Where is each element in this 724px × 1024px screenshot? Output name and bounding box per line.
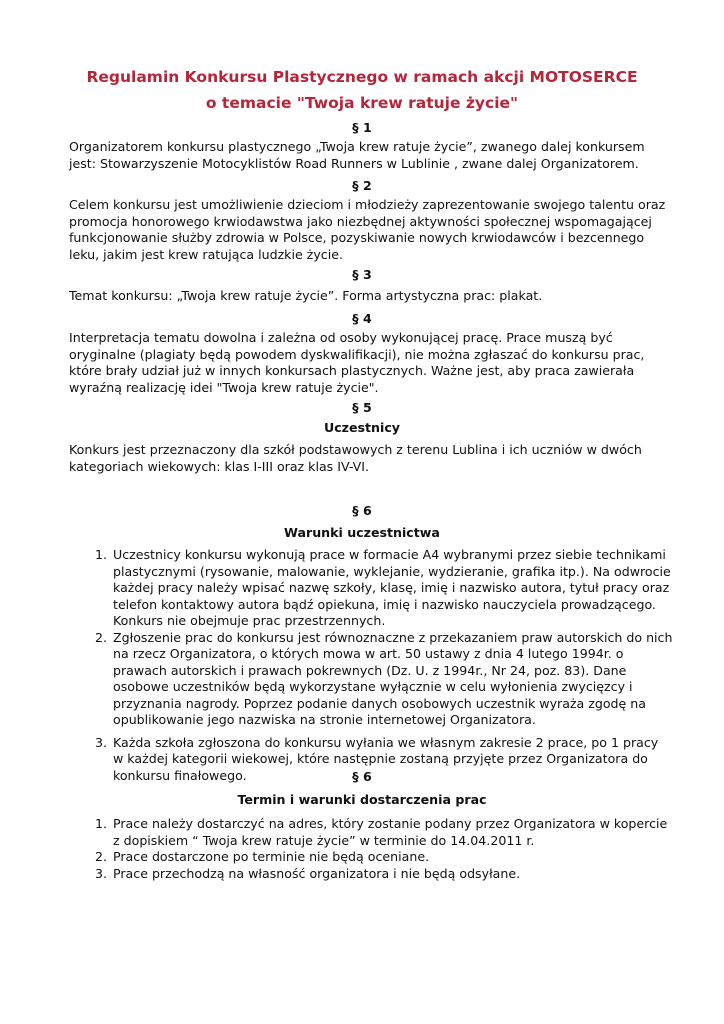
paragraph-line: wyraźną realizację idei "Twoja krew ratuje życie". xyxy=(69,379,379,395)
list-item-line: osobowe uczestników będą wykorzystane wyłącznie w celu wyłonienia zwycięzcy i xyxy=(113,679,633,694)
section-6b-subheading: Termin i warunki dostarczenia prac xyxy=(237,792,487,807)
list-item-line: konkursu finałowego. xyxy=(113,767,247,783)
section-2-paragraph xyxy=(69,197,669,263)
list-item-line: Prace dostarczone po terminie nie będą oceniane. xyxy=(113,849,430,864)
list-item-line: z dopiskiem “ Twoja krew ratuje życie” w terminie do 14.04.2011 r. xyxy=(113,832,535,848)
paragraph-line: Organizatorem konkursu plastycznego „Twoja krew ratuje życie”, zwanego dalej konkursem xyxy=(69,139,645,154)
paragraph-line: które brały udział już w innych konkursach plastycznych. Ważne jest, aby praca zawierała xyxy=(69,363,635,378)
list-item xyxy=(69,866,669,883)
list-item-line: Konkurs nie obejmuje prac przestrzennych. xyxy=(113,613,386,628)
list-item-number: 3. xyxy=(95,734,108,750)
paragraph-line: leku, jakim jest krew ratująca ludzkie życie. xyxy=(69,246,343,262)
list-item-line: Prace należy dostarczyć na adres, który zostanie podany przez Organizatora w kopercie xyxy=(113,816,668,831)
section-6-heading: § 6 xyxy=(352,503,372,518)
paragraph-line: promocja honorowego krwiodawstwa jako niezbędnej aktywności społecznej wspomagającej xyxy=(69,213,652,229)
paragraph-line: kategoriach wiekowych: klas I-III oraz klas IV-VI. xyxy=(69,458,369,474)
list-item xyxy=(69,629,673,729)
list-item-line: na rzecz Organizatora, o których mowa w art. 50 ustawy z dnia 4 lutego 1994r. o xyxy=(113,646,624,661)
list-item-line: Każda szkoła zgłoszona do konkursu wyłania we własnym zakresie 2 prace, po 1 pracy xyxy=(113,734,659,750)
list-item xyxy=(69,816,669,849)
section-3-heading: § 3 xyxy=(352,267,372,282)
section-4-heading: § 4 xyxy=(352,311,372,326)
list-item-line: opublikowanie jego nazwiska na stronie internetowej Organizatora. xyxy=(113,712,536,727)
delivery-terms-list xyxy=(69,816,669,882)
paragraph-line: Temat konkursu: „Twoja krew ratuje życie”. Forma artystyczna prac: plakat. xyxy=(69,288,543,303)
list-item-line: Zgłoszenie prac do konkursu jest równoznaczne z przekazaniem praw autorskich do nich xyxy=(113,629,673,645)
section-1-heading: § 1 xyxy=(352,120,372,135)
list-item-line: prawach autorskich i prawach pokrewnych (Dz. U. z 1994r., Nr 24, poz. 83). Dane xyxy=(113,662,627,678)
section-5-paragraph xyxy=(69,442,669,475)
document-title-line-2: o temacie "Twoja krew ratuje życie" xyxy=(205,94,519,112)
document-title-line-1: Regulamin Konkursu Plastycznego w ramach akcji MOTOSERCE xyxy=(86,68,638,86)
paragraph-line: funkcjonowanie służby zdrowia w Polsce, pozyskiwanie nowych krwiodawców i bezcennego xyxy=(69,230,645,245)
section-6-subheading: Warunki uczestnictwa xyxy=(284,525,440,540)
section-2-heading: § 2 xyxy=(352,178,372,193)
paragraph-line: oryginalne (plagiaty będą powodem dyskwalifikacji), nie można zgłaszać do konkursu prac, xyxy=(69,346,645,362)
list-item-line: Uczestnicy konkursu wykonują prace w formacie A4 wybranymi przez siebie technikami xyxy=(113,547,666,562)
paragraph-line: Celem konkursu jest umożliwienie dzieciom i młodzieży zaprezentowanie swojego talentu oraz xyxy=(69,197,666,212)
paragraph-line: jest: Stowarzyszenie Motocyklistów Road Runners w Lublinie , zwane dalej Organizatorem. xyxy=(69,155,639,171)
list-item-number: 1. xyxy=(95,816,108,831)
list-item-line: Prace przechodzą na własność organizatora i nie będą odsyłane. xyxy=(113,865,521,881)
list-item-line: plastycznymi (rysowanie, malowanie, wyklejanie, wydzieranie, grafika itp.). Na odwrocie xyxy=(113,563,671,579)
list-item-number: 3. xyxy=(95,865,108,881)
participation-conditions-list xyxy=(69,547,673,784)
list-item xyxy=(69,849,669,866)
list-item-number: 2. xyxy=(95,629,108,645)
paragraph-line: Konkurs jest przeznaczony dla szkół podstawowych z terenu Lublina i ich uczniów w dwóch xyxy=(69,442,642,457)
list-item-line: telefon kontaktowy autora bądź opiekuna, imię i nazwisko nauczyciela prowadzącego. xyxy=(113,596,656,612)
section-1-paragraph xyxy=(69,139,669,172)
section-5-heading: § 5 xyxy=(352,400,372,415)
list-item xyxy=(69,547,669,630)
list-item-line: każdej pracy należy wpisać nazwę szkoły, klasę, imię i nazwisko autora, tytuł pracy oraz xyxy=(113,580,670,595)
list-item-line: w każdej kategorii wiekowej, które następnie zostaną przyjęte przez Organizatora do xyxy=(113,751,648,766)
section-6b-heading: § 6 xyxy=(352,769,372,784)
section-3-paragraph xyxy=(69,288,669,305)
section-5-subheading: Uczestnicy xyxy=(323,420,401,435)
section-4-paragraph xyxy=(69,330,669,396)
list-item-number: 1. xyxy=(95,547,108,562)
paragraph-line: Interpretacja tematu dowolna i zależna od osoby wykonującej pracę. Prace muszą być xyxy=(69,330,613,345)
list-item-number: 2. xyxy=(95,849,108,864)
list-item-line: przyznania nagrody. Poprzez podanie danych osobowych uczestnik wyraża zgodę na xyxy=(113,695,647,711)
